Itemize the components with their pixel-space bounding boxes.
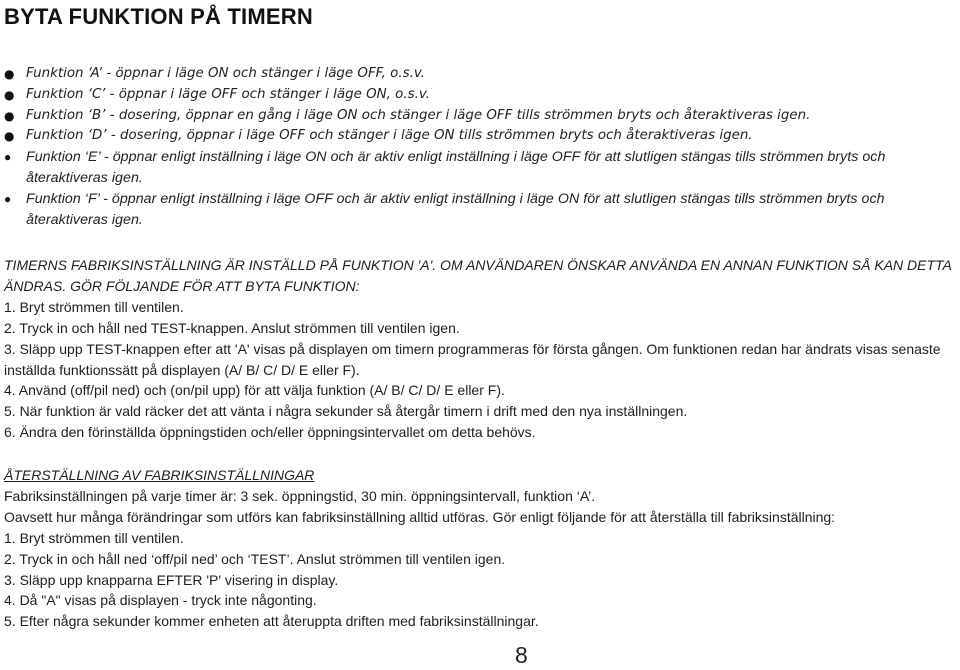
- bullet-icon: ●: [4, 108, 15, 123]
- function-item-a: [0, 64, 960, 85]
- reset-step: 4. Då "A" visas på displayen - tryck inte någonting.: [4, 592, 317, 609]
- reset-heading: ÅTERSTÄLLNING AV FABRIKSINSTÄLLNINGAR: [4, 467, 315, 483]
- bullet-icon: ●: [4, 87, 15, 102]
- function-item-f: [0, 189, 960, 231]
- reset-step: 3. Släpp upp knapparna EFTER 'P' visering in display.: [4, 571, 339, 588]
- page-title: BYTA FUNKTION PÅ TIMERN: [4, 4, 313, 29]
- change-step: 4. Använd (off/pil ned) och (on/pil upp) för att välja funktion (A/ B/ C/ D/ E eller F).: [4, 382, 505, 399]
- function-text: Funktion ‘B’ - dosering, öppnar en gång i läge ON och stänger i läge OFF tills strömmen bryts och återaktiveras igen.: [26, 107, 811, 123]
- bullet-icon: ●: [4, 67, 15, 81]
- function-text: Funktion ‘A’ - öppnar i läge ON och stänger i läge OFF, o.s.v.: [26, 66, 425, 81]
- function-list: [0, 64, 960, 230]
- bullet-icon: ●: [4, 129, 15, 144]
- reset-step: 1. Bryt strömmen till ventilen.: [4, 529, 184, 546]
- reset-step: 2. Tryck in och håll ned ‘off/pil ned’ och ‘TEST’. Anslut strömmen till ventilen igen.: [4, 550, 506, 567]
- reset-info: Oavsett hur många förändringar som utförs kan fabriksinställning alltid utföras. Gör enligt följande för att återställa till fabriksinställning:: [4, 508, 836, 525]
- bullet-icon: ●: [4, 150, 12, 165]
- page-number: 8: [515, 642, 528, 668]
- function-text: Funktion ‘E’ - öppnar enligt inställning i läge ON och är aktiv enligt inställning i läge OFF för att slutligen stängas tills strömmen bryts och återaktiveras igen.: [26, 149, 886, 186]
- function-text: Funktion ‘F’ - öppnar enligt inställning i läge OFF och är aktiv enligt inställning i läge ON för att slutligen stängas tills strömmen bryts och återaktiveras igen.: [26, 190, 885, 228]
- function-text: Funktion ‘C’ - öppnar i läge OFF och stänger i läge ON, o.s.v.: [26, 86, 430, 102]
- factory-reset-section: [4, 465, 954, 632]
- function-item-c: [0, 85, 960, 106]
- change-step: 6. Ändra den förinställda öppningstiden och/eller öppningsintervallet om detta behövs.: [4, 424, 536, 441]
- change-step: 1. Bryt strömmen till ventilen.: [4, 298, 184, 315]
- bullet-icon: ●: [4, 191, 12, 206]
- function-text: Funktion ‘D’ - dosering, öppnar i läge OFF och stänger i läge ON tills strömmen bryts och återaktiveras igen.: [26, 128, 753, 144]
- function-item-e: [0, 147, 960, 189]
- change-step: 2. Tryck in och håll ned TEST-knappen. Anslut strömmen till ventilen igen.: [4, 319, 460, 336]
- change-step: 3. Släpp upp TEST-knappen efter att 'A' visas på displayen om timern programmeras för första gången. Om funktionen redan har ändrats visas senaste inställda funktionssätt på displayen (A/ B/ C/ D/ E eller F).: [4, 340, 941, 378]
- change-step: 5. När funktion är vald räcker det att vänta i några sekunder så återgår timern i drift med den nya inställningen.: [4, 403, 688, 420]
- reset-info: Fabriksinställningen på varje timer är: 3 sek. öppningstid, 30 min. öppningsintervall, funktion ‘A’.: [4, 487, 596, 504]
- reset-step: 5. Efter några sekunder kommer enheten att återuppta driften med fabriksinställningar.: [4, 613, 539, 630]
- function-item-b: [0, 106, 960, 127]
- change-function-section: [4, 255, 954, 443]
- function-item-d: [0, 126, 960, 147]
- factory-setting-notice: TIMERNS FABRIKSINSTÄLLNING ÄR INSTÄLLD PÅ FUNKTION 'A'. OM ANVÄNDAREN ÖNSKAR ANVÄNDA EN ANNAN FUNKTION SÅ KAN DETTA ÄNDRAS. GÖR FÖLJANDE FÖR ATT BYTA FUNKTION:: [4, 257, 952, 294]
